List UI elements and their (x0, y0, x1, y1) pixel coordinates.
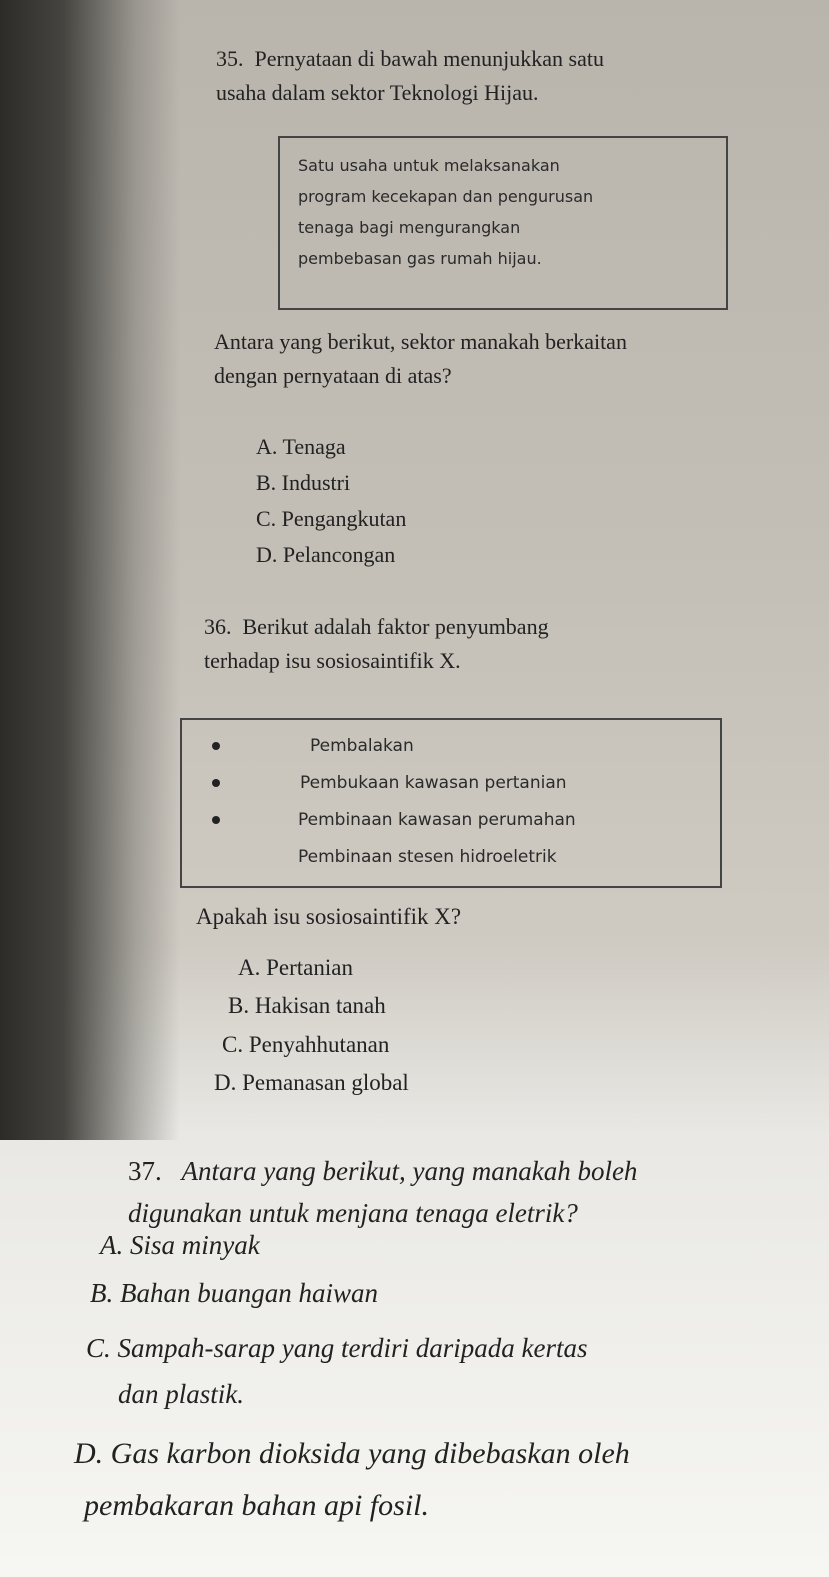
q37-option-d[interactable] (74, 1428, 814, 1532)
q36-stem (204, 610, 764, 678)
q36-option-a[interactable]: A. Pertanian (238, 955, 353, 980)
bullet-icon (212, 816, 220, 824)
q35-option-a[interactable]: A. Tenaga (256, 434, 346, 459)
q36-factor-item (270, 802, 576, 839)
q35-number: 35. (216, 46, 244, 71)
q36-number: 36. (204, 614, 232, 639)
bullet-icon (212, 779, 220, 787)
q35-option-d[interactable]: D. Pelancongan (256, 542, 396, 567)
q36-factor-item (270, 728, 576, 765)
q37-line1: Antara yang berikut, yang manakah boleh (181, 1156, 638, 1186)
q35-question (214, 325, 794, 393)
q35-option-c[interactable]: C. Pengangkutan (256, 506, 407, 531)
q37-line2: digunakan untuk menjana tenaga eletrik? (128, 1198, 578, 1228)
q35-question-line: dengan pernyataan di atas? (214, 363, 452, 388)
q37-option-b[interactable]: B. Bahan buangan haiwan (90, 1278, 378, 1308)
q35-statement-line: Satu usaha untuk melaksanakan (298, 156, 560, 175)
q35-option-b[interactable]: B. Industri (256, 470, 351, 495)
q35-statement-box (278, 136, 728, 310)
q36-factor-text: Pembinaan stesen hidroeletrik (298, 847, 557, 867)
q37-option-c[interactable] (86, 1325, 806, 1417)
q36-option-c[interactable]: C. Penyahhutanan (222, 1032, 390, 1057)
q36-line2: terhadap isu sosiosaintifik X. (204, 648, 461, 673)
q37-option-a[interactable]: A. Sisa minyak (100, 1230, 260, 1260)
q37-option-c-line: dan plastik. (118, 1379, 244, 1409)
q35-statement-line: program kecekapan dan pengurusan (298, 187, 594, 206)
q35-stem (216, 42, 776, 110)
q36-factors-box (180, 718, 722, 888)
q35-statement-line: pembebasan gas rumah hijau. (298, 249, 542, 268)
q36-question: Apakah isu sosiosaintifik X? (196, 904, 462, 929)
q36-option-d[interactable]: D. Pemanasan global (214, 1070, 409, 1095)
q35-statement-line: tenaga bagi mengurangkan (298, 218, 521, 237)
q35-line1: Pernyataan di bawah menunjukkan satu (254, 46, 604, 71)
q36-option-b[interactable]: B. Hakisan tanah (228, 993, 386, 1018)
q37-number: 37. (128, 1156, 162, 1186)
bullet-icon (212, 742, 220, 750)
q35-line2: usaha dalam sektor Teknologi Hijau. (216, 80, 539, 105)
q37-option-d-line: pembakaran bahan api fosil. (84, 1489, 429, 1522)
q37-stem (128, 1150, 818, 1234)
q36-factor-text: Pembukaan kawasan pertanian (300, 773, 567, 793)
q36-factor-item (270, 839, 576, 876)
q36-line1: Berikut adalah faktor penyumbang (242, 614, 549, 639)
photo-shadow (0, 0, 180, 1140)
q36-factor-item (270, 765, 576, 802)
q35-question-line: Antara yang berikut, sektor manakah berkaitan (214, 329, 627, 354)
q36-factor-text: Pembalakan (310, 736, 414, 756)
q37-option-c-line: C. Sampah-sarap yang terdiri daripada kertas (86, 1333, 588, 1363)
q36-factor-text: Pembinaan kawasan perumahan (298, 810, 576, 830)
q37-option-d-line: D. Gas karbon dioksida yang dibebaskan oleh (74, 1437, 630, 1470)
